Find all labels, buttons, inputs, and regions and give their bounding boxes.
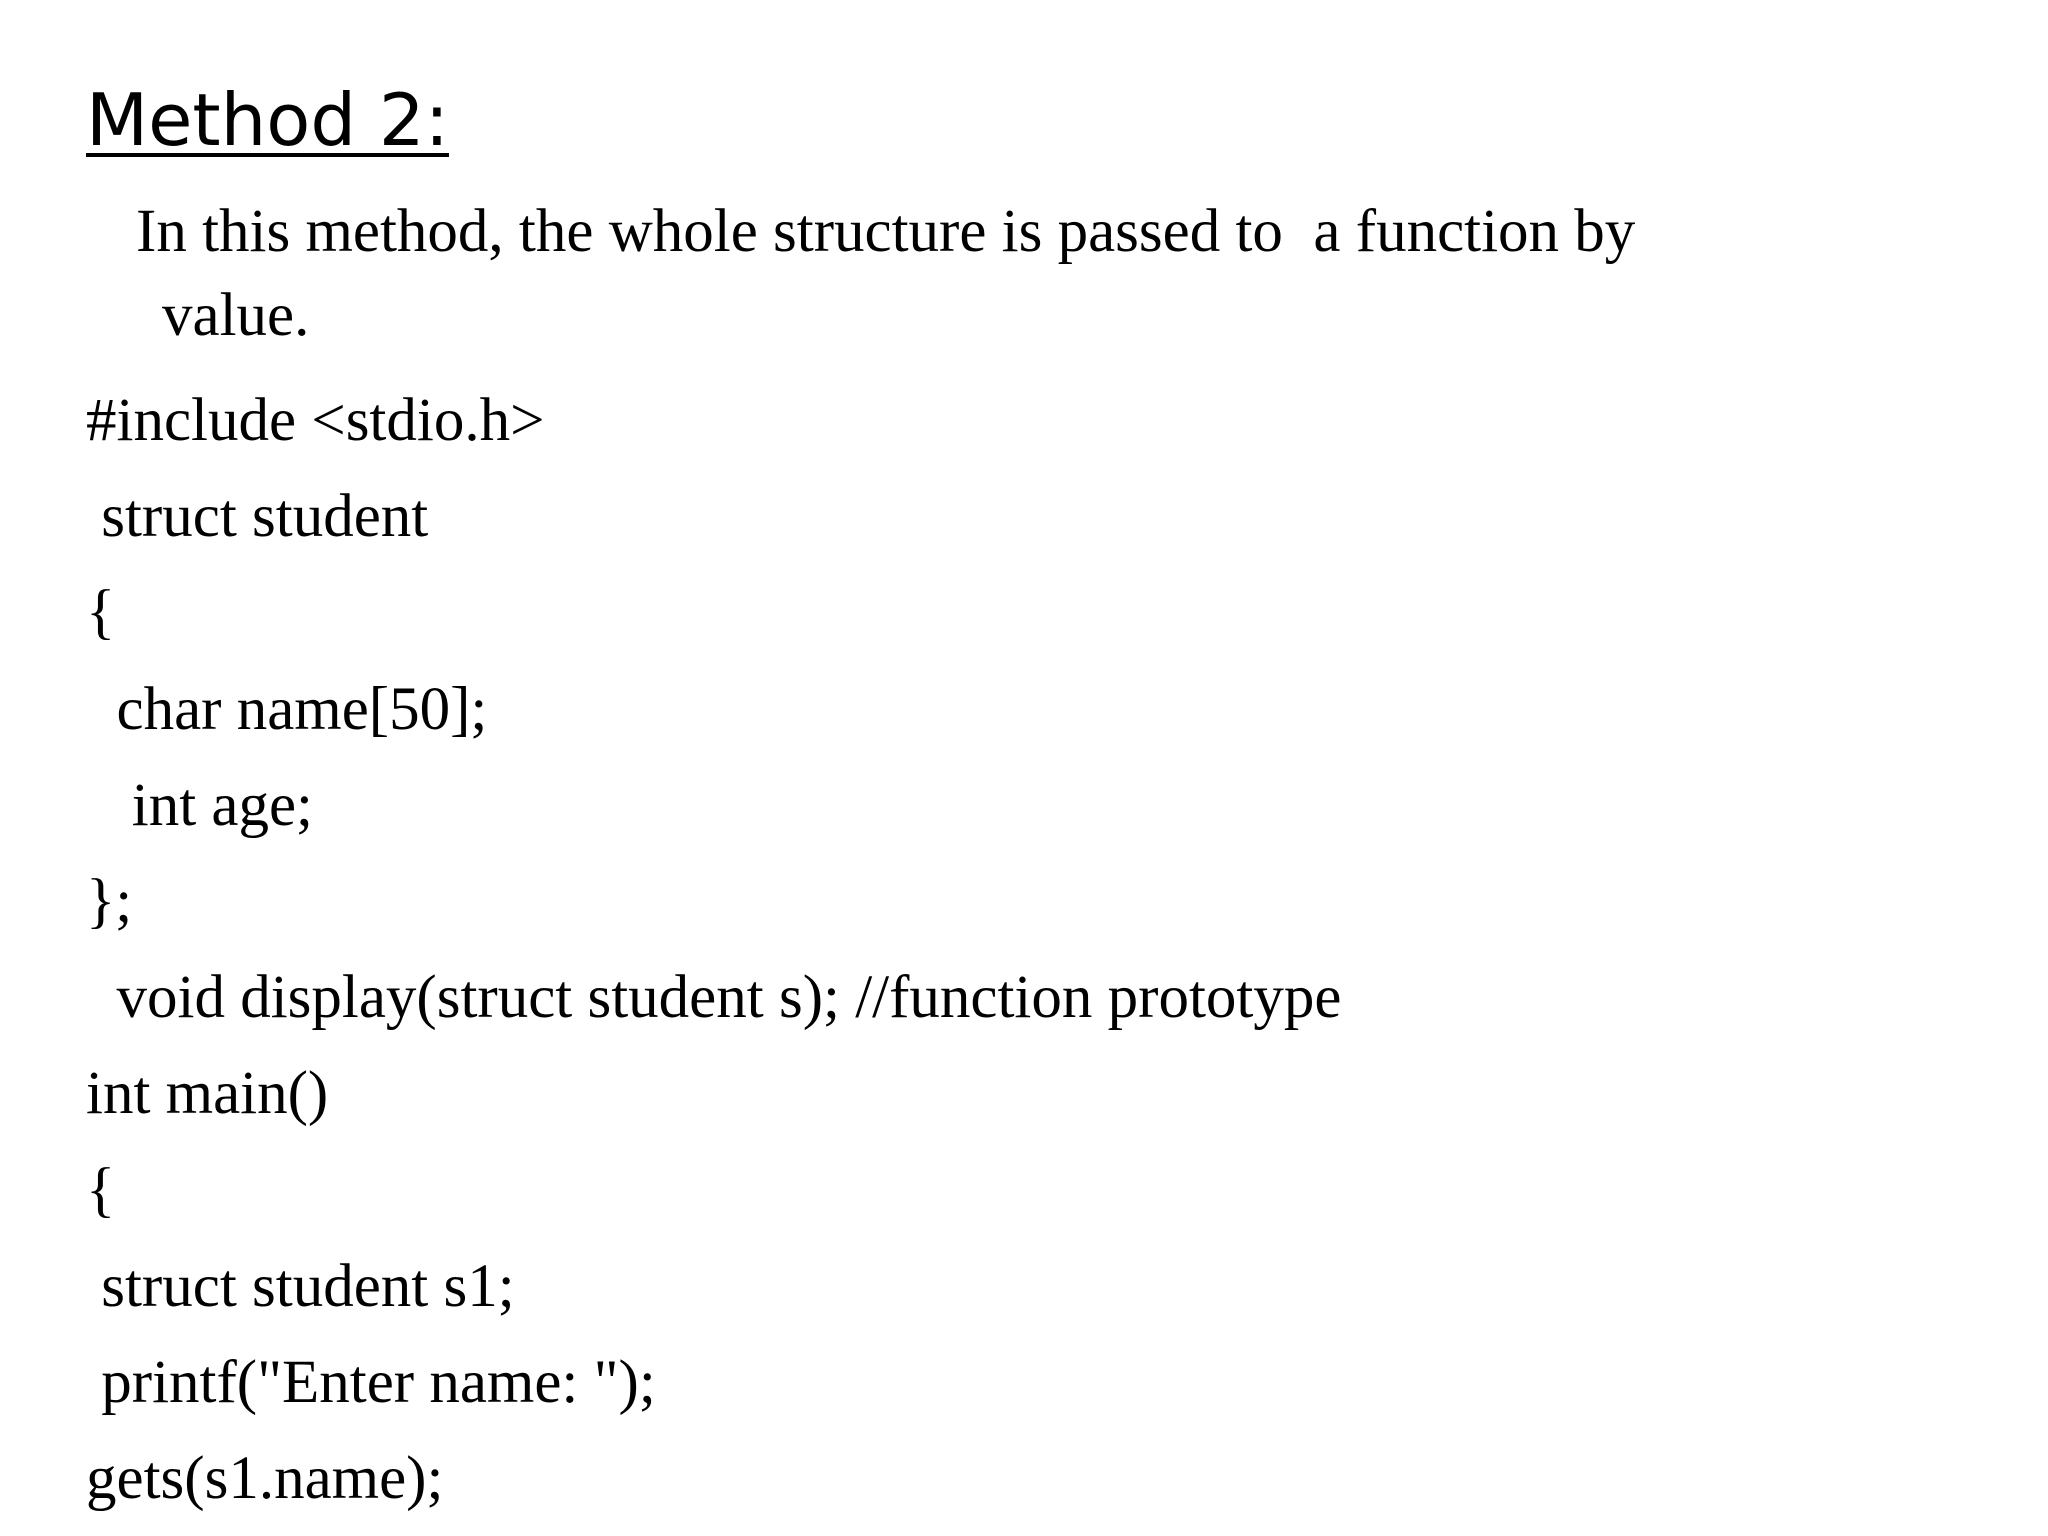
code-line-name-field: char name[50]; xyxy=(86,675,488,743)
code-line-declare-s1: struct student s1; xyxy=(86,1252,515,1320)
code-line-prototype: void display(struct student s); //function prototype xyxy=(86,964,1342,1032)
code-line-main: int main() xyxy=(86,1060,329,1128)
code-line-gets: gets(s1.name); xyxy=(86,1445,444,1513)
code-line-open-brace: { xyxy=(86,1156,116,1224)
intro-line: In this method, the whole structure is passed to a function by xyxy=(136,198,1636,265)
intro-paragraph xyxy=(86,190,1986,358)
code-line-include: #include <stdio.h> xyxy=(86,387,545,454)
code-line-close-struct: }; xyxy=(86,867,133,935)
code-listing xyxy=(86,373,1986,1527)
slide-title: Method 2: xyxy=(86,78,449,162)
intro-line: value. xyxy=(162,282,310,349)
code-line-age-field: int age; xyxy=(86,771,313,839)
code-line-open-brace: { xyxy=(86,579,116,647)
code-line-struct-decl: struct student xyxy=(86,483,429,551)
code-line-printf: printf("Enter name: "); xyxy=(86,1348,656,1416)
